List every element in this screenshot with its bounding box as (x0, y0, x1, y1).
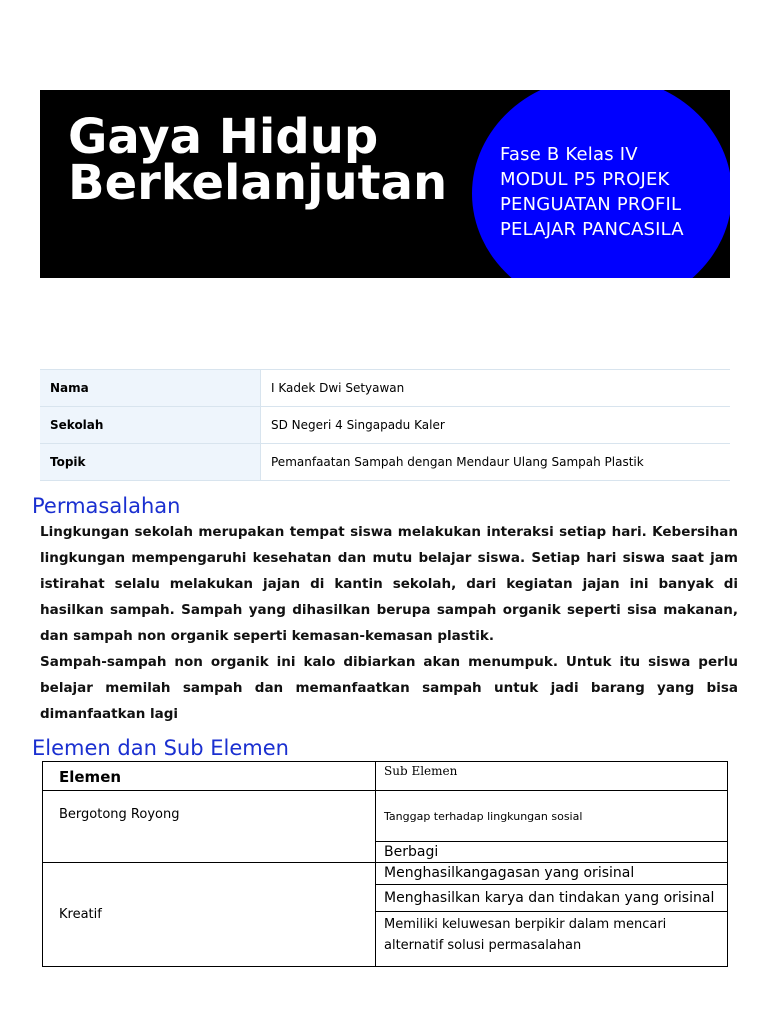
info-label: Nama (40, 370, 261, 407)
info-label: Topik (40, 444, 261, 481)
banner-title-line1: Gaya Hidup (68, 109, 379, 165)
cover-banner (40, 90, 730, 278)
info-value: Pemanfaatan Sampah dengan Mendaur Ulang Sampah Plastik (261, 444, 731, 481)
sub-elemen: Menghasilkangagasan yang orisinal (376, 863, 728, 885)
info-table (40, 369, 730, 481)
banner-subtitle-line: Fase B Kelas IV (500, 144, 638, 165)
section-heading-elemen: Elemen dan Sub Elemen (32, 736, 289, 760)
table-row (43, 863, 728, 885)
table-header-row (43, 762, 728, 791)
banner-subtitle-line: PELAJAR PANCASILA (500, 219, 684, 240)
paragraph: Lingkungan sekolah merupakan tempat siswa melakukan interaksi setiap hari. Kebersihan lingkungan mempengaruhi kesehatan dan mutu belajar siswa. Setiap hari siswa saat jam istirahat selalu melakukan jajan di kantin sekolah, dari kegiatan jajan ini banyak di hasilkan sampah. Sampah yang dihasilkan berupa sampah organik seperti sisa makanan, dan sampah non organik seperti kemasan-kemasan plastik. (40, 524, 738, 644)
info-value: I Kadek Dwi Setyawan (261, 370, 731, 407)
sub-elemen: Tanggap terhadap lingkungan sosial (376, 791, 728, 842)
paragraph: Sampah-sampah non organik ini kalo dibiarkan akan menumpuk. Untuk itu siswa perlu belajar memilah sampah dan memanfaatkan sampah untuk jadi barang yang bisa dimanfaatkan lagi (40, 654, 738, 722)
table-row (40, 407, 730, 444)
banner-subtitle-line: MODUL P5 PROJEK (500, 169, 670, 190)
sub-elemen: Berbagi (376, 842, 728, 863)
elemen-name: Bergotong Royong (43, 791, 376, 863)
elemen-table (42, 761, 728, 967)
elemen-name: Kreatif (43, 863, 376, 967)
table-row (40, 444, 730, 481)
header-sub-elemen: Sub Elemen (376, 762, 728, 791)
sub-elemen: Menghasilkan karya dan tindakan yang orisinal (376, 885, 728, 912)
sub-elemen: Memiliki keluwesan berpikir dalam mencari alternatif solusi permasalahan (376, 912, 728, 967)
section-heading-permasalahan: Permasalahan (32, 494, 181, 518)
banner-subtitle (500, 142, 725, 242)
header-elemen: Elemen (43, 762, 376, 791)
banner-subtitle-line: PENGUATAN PROFIL (500, 194, 682, 215)
permasalahan-body (40, 519, 738, 727)
table-row (40, 370, 730, 407)
banner-title-line2: Berkelanjutan (68, 155, 448, 211)
info-label: Sekolah (40, 407, 261, 444)
banner-title (68, 109, 448, 211)
table-row (43, 791, 728, 842)
info-value: SD Negeri 4 Singapadu Kaler (261, 407, 731, 444)
